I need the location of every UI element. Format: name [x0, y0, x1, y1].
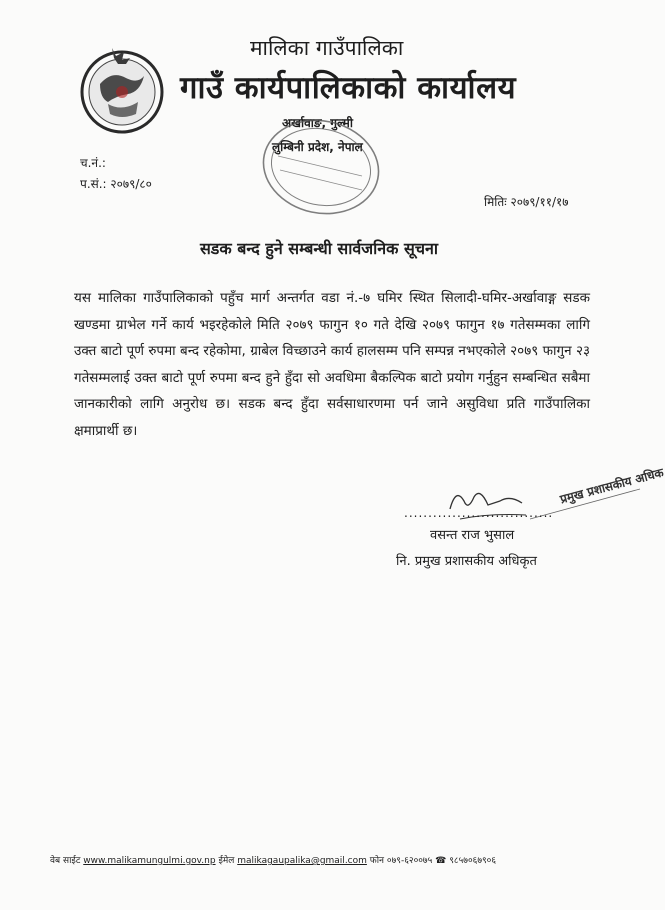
signer-name: वसन्त राज भुसाल: [430, 528, 515, 543]
notice-body: यस मालिका गाउँपालिकाको पहुँच मार्ग अन्तर्गत वडा नं.-७ घमिर स्थित सिलादी-घमिर-अर्खावाङ्ग सडक खण्डमा ग्राभेल गर्ने कार्य भइरहेकोले मिति २०७९ फागुन १० गते देखि २०७९ फागुन १७ गतेसम्मका लागि उक्त बाटो पूर्ण रुपमा बन्द रहेकोमा, ग्राबेल विच्छाउने कार्य हालसम्म पनि सम्पन्न नभएकोले २०७९ फागुन २३ गतेसम्मलाई उक्त बाटो पूर्ण रुपमा बन्द हुने हुँदा सो अवधिमा बैकल्पिक बाटो प्रयोग गर्नुहुन सम्बन्धित सबैमा जानकारीको लागि अनुरोध छ। सडक बन्द हुँदा सर्वसाधारणमा पर्न जाने असुविधा प्रति गाउँपालिका क्षमाप्रार्थी छ।: [74, 290, 590, 439]
address-line-1: अर्खावाङ, गुल्मी: [282, 116, 353, 130]
letter-number: च.नं.:: [80, 156, 106, 170]
office-name: गाउँ कार्यपालिकाको कार्यालय: [180, 70, 517, 106]
designation-stamp: प्रमुख प्रशासकीय अधिक: [558, 465, 665, 507]
footer-contact: [50, 853, 496, 866]
phone-label: फोन: [369, 856, 385, 866]
email-link[interactable]: malikagaupalika@gmail.com: [237, 856, 367, 866]
letter-date: मितिः २०७९/११/१७: [484, 195, 569, 209]
office-stamp: [258, 116, 384, 218]
municipality-name: मालिका गाउँपालिका: [250, 36, 404, 60]
email-label: ईमेल: [218, 856, 235, 866]
fiscal-year-reference: प.सं.: २०७९/८०: [80, 177, 152, 191]
website-link[interactable]: www.malikamungulmi.gov.np: [83, 856, 216, 866]
notice-title: सडक बन्द हुने सम्बन्धी सार्वजनिक सूचना: [199, 239, 439, 258]
signer-designation: नि. प्रमुख प्रशासकीय अधिकृत: [396, 554, 537, 569]
website-label: वेब साईट: [50, 856, 81, 866]
signature-line: ...............................: [404, 506, 554, 520]
address-line-2: लुम्बिनी प्रदेश, नेपाल: [272, 140, 363, 154]
nepal-emblem-logo: [78, 42, 166, 136]
mobile-number: ☎ ९८५७०६७९०६: [435, 856, 497, 866]
phone-number: ०७९-६२००७५: [386, 856, 433, 866]
